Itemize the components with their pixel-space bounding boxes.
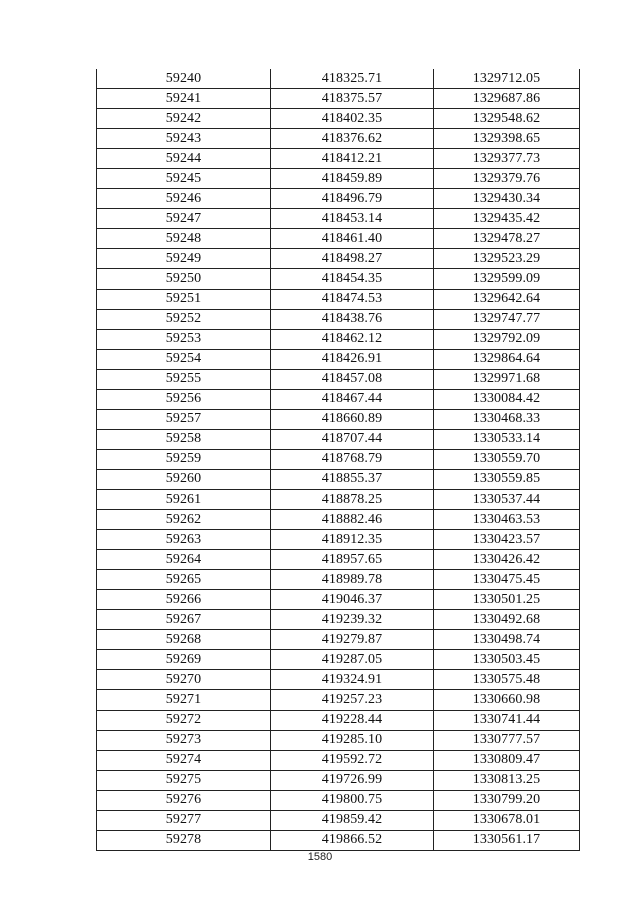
point-id-cell: 59245 [97,169,271,189]
y-coordinate-cell: 1330537.44 [434,489,580,509]
point-id-cell: 59273 [97,730,271,750]
y-coordinate-cell: 1330463.53 [434,510,580,530]
point-id-cell: 59246 [97,189,271,209]
table-row [97,469,580,489]
y-coordinate-cell: 1329435.42 [434,209,580,229]
y-coordinate-cell: 1330559.85 [434,469,580,489]
x-coordinate-cell: 418459.89 [271,169,434,189]
x-coordinate-cell: 418855.37 [271,469,434,489]
y-coordinate-cell: 1329548.62 [434,109,580,129]
y-coordinate-cell: 1330492.68 [434,610,580,630]
point-id-cell: 59240 [97,69,271,89]
point-id-cell: 59252 [97,309,271,329]
x-coordinate-cell: 419285.10 [271,730,434,750]
x-coordinate-cell: 418878.25 [271,489,434,509]
table-row [97,129,580,149]
table-row [97,109,580,129]
x-coordinate-cell: 418474.53 [271,289,434,309]
x-coordinate-cell: 419239.32 [271,610,434,630]
point-id-cell: 59257 [97,409,271,429]
table-row [97,530,580,550]
point-id-cell: 59264 [97,550,271,570]
table-row [97,550,580,570]
x-coordinate-cell: 418957.65 [271,550,434,570]
point-id-cell: 59259 [97,449,271,469]
x-coordinate-cell: 418457.08 [271,369,434,389]
point-id-cell: 59272 [97,710,271,730]
x-coordinate-cell: 419046.37 [271,590,434,610]
table-row [97,610,580,630]
point-id-cell: 59262 [97,510,271,530]
point-id-cell: 59268 [97,630,271,650]
y-coordinate-cell: 1330660.98 [434,690,580,710]
table-row [97,349,580,369]
point-id-cell: 59258 [97,429,271,449]
y-coordinate-cell: 1329430.34 [434,189,580,209]
y-coordinate-cell: 1330503.45 [434,650,580,670]
table-row [97,329,580,349]
x-coordinate-cell: 419726.99 [271,770,434,790]
x-coordinate-cell: 418426.91 [271,349,434,369]
x-coordinate-cell: 418467.44 [271,389,434,409]
table-row [97,209,580,229]
point-id-cell: 59276 [97,790,271,810]
table-row [97,830,580,850]
y-coordinate-cell: 1330561.17 [434,830,580,850]
table-row [97,149,580,169]
table-row [97,269,580,289]
point-id-cell: 59256 [97,389,271,409]
table-row [97,449,580,469]
table-row [97,169,580,189]
x-coordinate-cell: 419592.72 [271,750,434,770]
point-id-cell: 59253 [97,329,271,349]
y-coordinate-cell: 1329599.09 [434,269,580,289]
y-coordinate-cell: 1329398.65 [434,129,580,149]
x-coordinate-cell: 418768.79 [271,449,434,469]
y-coordinate-cell: 1330498.74 [434,630,580,650]
table-row [97,389,580,409]
point-id-cell: 59251 [97,289,271,309]
table-row [97,730,580,750]
point-id-cell: 59255 [97,369,271,389]
table-row [97,429,580,449]
y-coordinate-cell: 1329747.77 [434,309,580,329]
x-coordinate-cell: 418461.40 [271,229,434,249]
point-id-cell: 59249 [97,249,271,269]
y-coordinate-cell: 1330813.25 [434,770,580,790]
point-id-cell: 59266 [97,590,271,610]
x-coordinate-cell: 418402.35 [271,109,434,129]
x-coordinate-cell: 418498.27 [271,249,434,269]
coordinates-table-body [97,69,580,850]
point-id-cell: 59260 [97,469,271,489]
point-id-cell: 59242 [97,109,271,129]
table-row [97,189,580,209]
y-coordinate-cell: 1329792.09 [434,329,580,349]
y-coordinate-cell: 1329377.73 [434,149,580,169]
y-coordinate-cell: 1329379.76 [434,169,580,189]
x-coordinate-cell: 418989.78 [271,570,434,590]
y-coordinate-cell: 1330084.42 [434,389,580,409]
table-row [97,630,580,650]
y-coordinate-cell: 1330777.57 [434,730,580,750]
y-coordinate-cell: 1329642.64 [434,289,580,309]
x-coordinate-cell: 418660.89 [271,409,434,429]
coordinates-table [96,69,580,851]
y-coordinate-cell: 1330678.01 [434,810,580,830]
table-row [97,570,580,590]
y-coordinate-cell: 1330423.57 [434,530,580,550]
x-coordinate-cell: 418882.46 [271,510,434,530]
x-coordinate-cell: 418496.79 [271,189,434,209]
y-coordinate-cell: 1330501.25 [434,590,580,610]
table-row [97,309,580,329]
table-row [97,489,580,509]
table-row [97,249,580,269]
y-coordinate-cell: 1329971.68 [434,369,580,389]
x-coordinate-cell: 419800.75 [271,790,434,810]
x-coordinate-cell: 419287.05 [271,650,434,670]
y-coordinate-cell: 1329478.27 [434,229,580,249]
table-row [97,670,580,690]
y-coordinate-cell: 1330426.42 [434,550,580,570]
x-coordinate-cell: 418438.76 [271,309,434,329]
table-row [97,750,580,770]
point-id-cell: 59244 [97,149,271,169]
point-id-cell: 59271 [97,690,271,710]
point-id-cell: 59269 [97,650,271,670]
y-coordinate-cell: 1330559.70 [434,449,580,469]
point-id-cell: 59278 [97,830,271,850]
table-row [97,409,580,429]
x-coordinate-cell: 418454.35 [271,269,434,289]
x-coordinate-cell: 419228.44 [271,710,434,730]
x-coordinate-cell: 418453.14 [271,209,434,229]
x-coordinate-cell: 418325.71 [271,69,434,89]
x-coordinate-cell: 418375.57 [271,89,434,109]
point-id-cell: 59267 [97,610,271,630]
point-id-cell: 59277 [97,810,271,830]
table-row [97,590,580,610]
y-coordinate-cell: 1330533.14 [434,429,580,449]
y-coordinate-cell: 1329712.05 [434,69,580,89]
y-coordinate-cell: 1329523.29 [434,249,580,269]
x-coordinate-cell: 419279.87 [271,630,434,650]
table-row [97,790,580,810]
table-row [97,89,580,109]
y-coordinate-cell: 1330809.47 [434,750,580,770]
table-row [97,369,580,389]
point-id-cell: 59274 [97,750,271,770]
x-coordinate-cell: 418412.21 [271,149,434,169]
page-number: 1580 [307,851,333,863]
point-id-cell: 59270 [97,670,271,690]
table-row [97,810,580,830]
point-id-cell: 59263 [97,530,271,550]
table-row [97,69,580,89]
point-id-cell: 59275 [97,770,271,790]
x-coordinate-cell: 418376.62 [271,129,434,149]
y-coordinate-cell: 1330468.33 [434,409,580,429]
y-coordinate-cell: 1329687.86 [434,89,580,109]
point-id-cell: 59250 [97,269,271,289]
y-coordinate-cell: 1330575.48 [434,670,580,690]
table-row [97,690,580,710]
y-coordinate-cell: 1330475.45 [434,570,580,590]
x-coordinate-cell: 419866.52 [271,830,434,850]
x-coordinate-cell: 419324.91 [271,670,434,690]
table-row [97,510,580,530]
table-row [97,710,580,730]
y-coordinate-cell: 1330799.20 [434,790,580,810]
point-id-cell: 59265 [97,570,271,590]
point-id-cell: 59248 [97,229,271,249]
table-row [97,650,580,670]
point-id-cell: 59243 [97,129,271,149]
point-id-cell: 59247 [97,209,271,229]
point-id-cell: 59241 [97,89,271,109]
point-id-cell: 59254 [97,349,271,369]
table-row [97,770,580,790]
table-row [97,289,580,309]
y-coordinate-cell: 1330741.44 [434,710,580,730]
x-coordinate-cell: 418912.35 [271,530,434,550]
x-coordinate-cell: 419257.23 [271,690,434,710]
x-coordinate-cell: 419859.42 [271,810,434,830]
y-coordinate-cell: 1329864.64 [434,349,580,369]
table-row [97,229,580,249]
x-coordinate-cell: 418707.44 [271,429,434,449]
point-id-cell: 59261 [97,489,271,509]
x-coordinate-cell: 418462.12 [271,329,434,349]
